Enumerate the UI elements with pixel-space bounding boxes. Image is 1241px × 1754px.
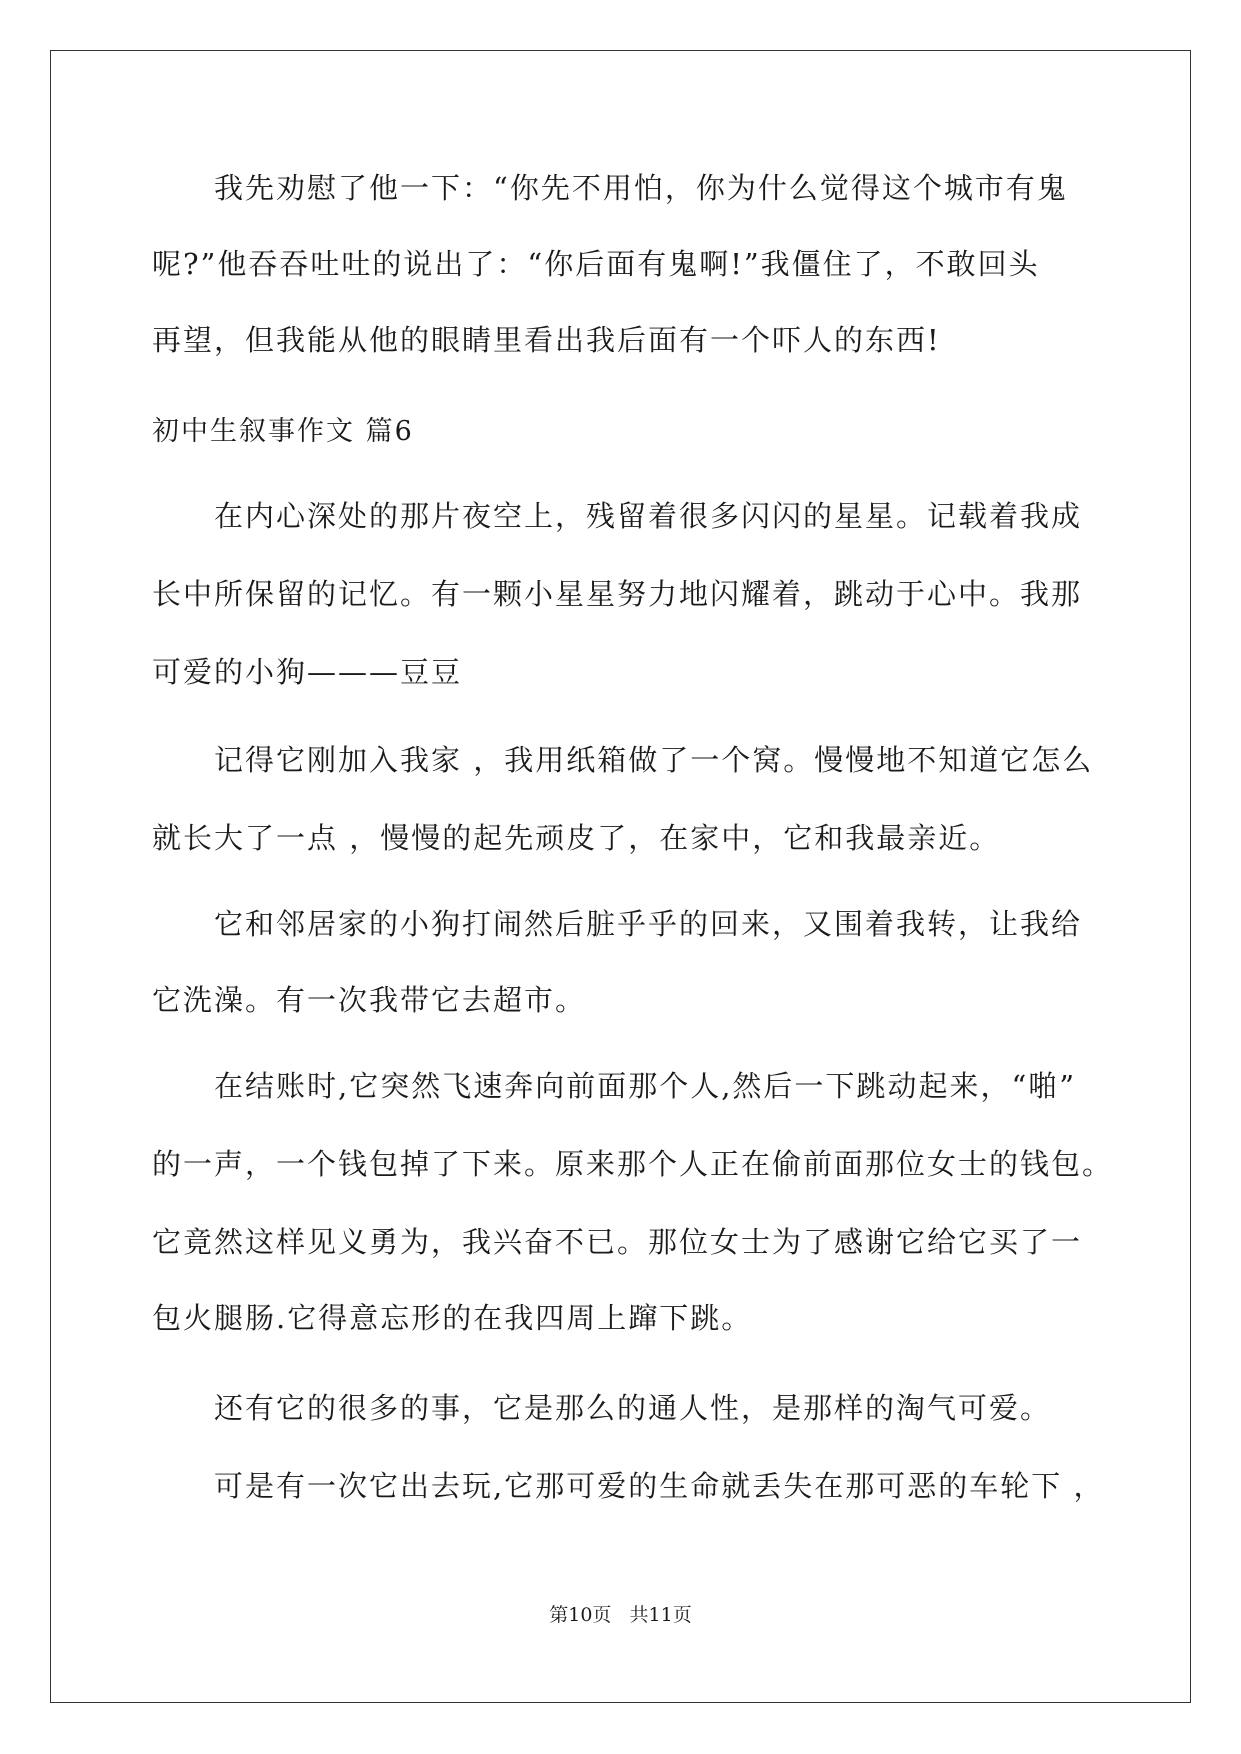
paragraph-line: 可是有一次它出去玩,它那可爱的生命就丢失在那可恶的车轮下 ， [214,1469,1105,1503]
paragraph-line: 它洗澡。有一次我带它去超市。 [152,983,587,1017]
paragraph-line: 长中所保留的记忆。有一颗小星星努力地闪耀着，跳动于心中。我那 [152,577,1083,611]
paragraph-line: 它和邻居家的小狗打闹然后脏乎乎的回来，又围着我转，让我给 [214,907,1083,941]
paragraph-line: 呢?”他吞吞吐吐的说出了：“你后面有鬼啊!”我僵住了，不敢回头 [152,247,1040,281]
paragraph-line: 包火腿肠.它得意忘形的在我四周上蹿下跳。 [152,1301,753,1335]
paragraph-line: 我先劝慰了他一下：“你先不用怕，你为什么觉得这个城市有鬼 [214,171,1068,205]
page-frame [50,50,1191,1703]
page-number-footer: 第10页 共11页 [549,1604,692,1626]
paragraph-line: 在结账时,它突然飞速奔向前面那个人,然后一下跳动起来，“啪” [214,1069,1077,1103]
paragraph-line: 它竟然这样见义勇为，我兴奋不已。那位女士为了感谢它给它买了一 [152,1225,1083,1259]
paragraph-line: 就长大了一点 ，慢慢的起先顽皮了，在家中，它和我最亲近。 [152,821,1001,855]
paragraph-line: 的一声，一个钱包掉了下来。原来那个人正在偷前面那位女士的钱包。 [152,1147,1114,1181]
section-heading: 初中生叙事作文 篇6 [152,416,414,447]
paragraph-line: 在内心深处的那片夜空上，残留着很多闪闪的星星。记载着我成 [214,499,1083,533]
paragraph-line: 可爱的小狗———豆豆 [152,655,463,689]
paragraph-line: 记得它刚加入我家 ，我用纸箱做了一个窝。慢慢地不知道它怎么 [214,743,1094,777]
paragraph-line: 再望，但我能从他的眼睛里看出我后面有一个吓人的东西! [152,323,941,357]
paragraph-line: 还有它的很多的事，它是那么的通人性，是那样的淘气可爱。 [214,1391,1052,1425]
